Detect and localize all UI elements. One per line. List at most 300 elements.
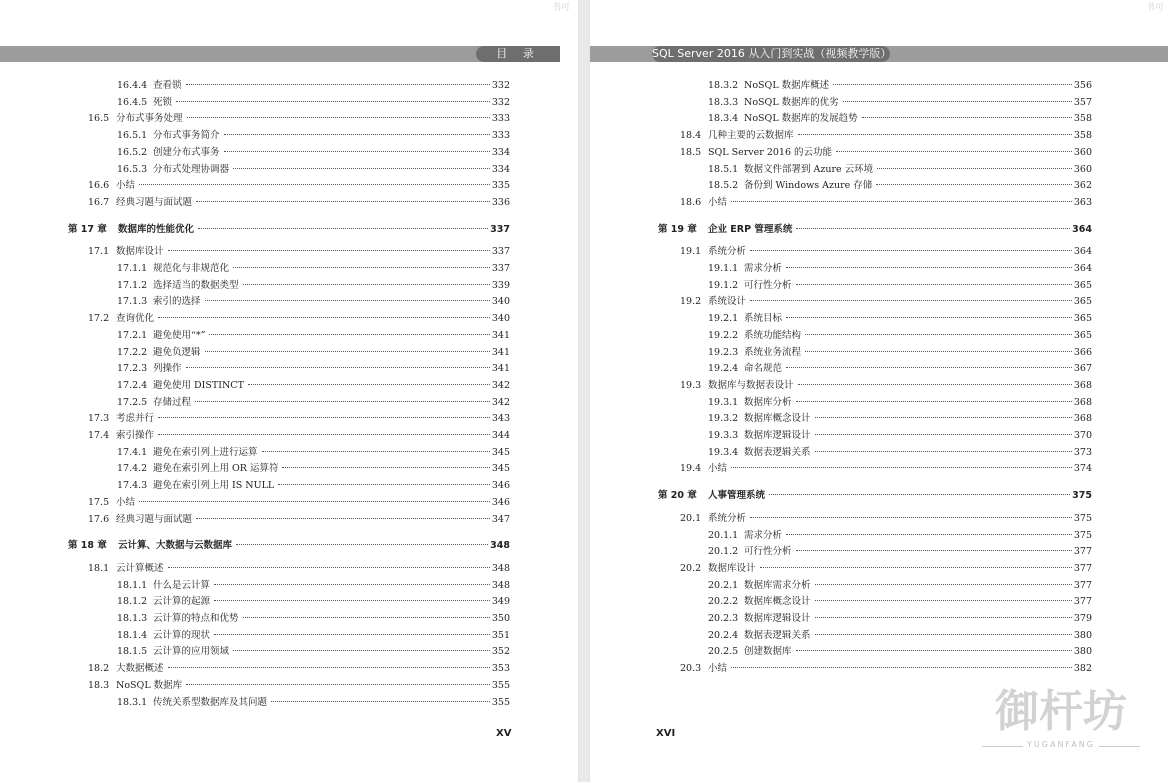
toc-entry-number: 19.2 [680,296,702,308]
toc-subsection-row [708,428,1092,444]
toc-entry-page: 348 [491,562,510,574]
toc-entry-number: 20.1.1 [708,529,739,541]
toc-entry-number: 17.2.5 [117,396,148,408]
toc-entry-title: NoSQL 数据库 [116,679,183,691]
toc-entry-number: 18.1.5 [117,646,148,658]
toc-dot-leader [158,417,490,418]
toc-entry-title: 大数据概述 [116,663,164,675]
toc-entry-title: 可行性分析 [744,279,792,291]
toc-dot-leader [168,567,490,568]
toc-section-row [88,311,510,327]
toc-dot-leader [798,134,1072,135]
toc-dot-leader [786,534,1072,535]
toc-section-row [88,111,510,127]
toc-entry-page: 339 [491,279,510,291]
toc-entry-title: 数据库分析 [744,396,792,408]
toc-chapter-row [658,222,1092,238]
toc-entry-page: 368 [1073,396,1092,408]
toc-entry-title: 数据文件部署到 Azure 云环境 [744,163,874,175]
toc-section-row [680,145,1092,161]
toc-entry-page: 335 [491,180,510,192]
toc-entry-page: 377 [1073,546,1092,558]
toc-entry-page: 332 [491,96,510,108]
toc-dot-leader [158,317,490,318]
toc-entry-page: 346 [491,480,510,492]
toc-entry-number: 19.3 [680,379,702,391]
toc-entry-number: 18.3.3 [708,96,739,108]
toc-dot-leader [796,401,1072,402]
toc-entry-number: 17.2.1 [117,329,148,341]
toc-dot-leader [750,300,1072,301]
toc-subsection-row [117,261,510,277]
toc-entry-page: 341 [491,329,510,341]
toc-entry-number: 16.7 [88,196,110,208]
toc-entry-number: 18.1.4 [117,629,148,641]
toc-entry-page: 364 [1073,246,1092,258]
toc-subsection-row [708,95,1092,111]
page-number: XVI [656,728,676,739]
toc-dot-leader [796,284,1072,285]
toc-entry-number: 19.2.3 [708,346,739,358]
toc-dot-leader [248,384,490,385]
toc-entry-title: 规范化与非规范化 [153,263,230,274]
toc-dot-leader [815,451,1072,452]
toc-dot-leader [224,134,490,135]
toc-subsection-row [708,111,1092,127]
toc-dot-leader [815,584,1072,585]
toc-entry-title: 避免使用 DISTINCT [153,379,244,391]
toc-entry-page: 358 [1073,130,1092,142]
toc-entry-number: 19.2.4 [708,363,739,375]
toc-entry-page: 343 [491,413,510,425]
toc-subsection-row [708,261,1092,277]
watermark-brand-glyphs [982,680,1140,740]
toc-subsection-row [708,644,1092,660]
toc-dot-leader [862,117,1072,118]
toc-entry-title: 死锁 [153,96,173,108]
toc-entry-title: 云计算的特点和优势 [153,613,239,624]
toc-entry-page: 365 [1073,329,1092,341]
toc-dot-leader [214,584,490,585]
toc-entry-number: 17.3 [88,413,110,425]
watermark-brand-en: YUGANFANG [1023,740,1099,749]
toc-entry-number: 17.6 [88,513,110,525]
toc-entry-title: 数据库需求分析 [744,579,811,591]
toc-entry-page: 349 [491,596,510,608]
toc-entry-title: 小结 [116,180,136,192]
toc-dot-leader [186,367,490,368]
toc-entry-page: 368 [1073,379,1092,391]
toc-entry-number: 17.4.1 [117,446,148,458]
toc-subsection-row [117,345,510,361]
toc-entry-title: 系统分析 [708,512,747,524]
toc-entry-number: 16.6 [88,180,110,192]
toc-entry-page: 368 [1073,413,1092,425]
toc-entry-number: 17.2.2 [117,346,148,358]
toc-dot-leader [833,84,1072,85]
toc-entry-number: 17.1.3 [117,296,148,308]
toc-dot-leader [139,184,490,185]
toc-entry-page: 355 [491,696,510,708]
toc-entry-page: 377 [1073,579,1092,591]
toc-entry-page: 360 [1073,146,1092,158]
toc-entry-page: 342 [491,379,510,391]
toc-entry-title: 分布式事务简介 [153,130,220,142]
toc-entry-page: 345 [491,446,510,458]
toc-subsection-row [117,378,510,394]
toc-entry-title: 云计算概述 [116,562,164,574]
toc-entry-title: 创建数据库 [744,646,792,658]
toc-dot-leader [786,367,1072,368]
toc-entry-title: 避免在索引列上用 OR 运算符 [153,463,279,475]
toc-dot-leader [176,101,490,102]
toc-dot-leader [196,201,490,202]
toc-entry-title: 数据库设计 [708,562,756,574]
toc-dot-leader [139,501,490,502]
toc-dot-leader [262,451,490,452]
toc-entry-page: 362 [1073,180,1092,192]
toc-dot-leader [786,317,1072,318]
toc-entry-number: 20.1.2 [708,546,739,558]
toc-entry-number: 17.2 [88,313,110,325]
toc-section-row [680,661,1092,677]
toc-entry-title: 数据库逻辑设计 [744,613,811,624]
toc-entry-title: 云计算的应用领域 [153,646,230,658]
toc-dot-leader [760,567,1072,568]
toc-entry-number: 第 20 章 [658,490,697,502]
toc-subsection-row [708,345,1092,361]
toc-entry-page: 334 [491,146,510,158]
toc-entry-number: 18.5.2 [708,180,739,192]
toc-entry-page: 350 [491,613,510,624]
toc-entry-title: 创建分布式事务 [153,146,220,158]
toc-subsection-row [117,145,510,161]
toc-entry-title: 存储过程 [153,396,192,408]
toc-dot-leader [205,351,490,352]
toc-entry-title: 考虑并行 [116,413,155,425]
toc-entry-number: 19.1.1 [708,263,739,274]
toc-entry-number: 19.3.2 [708,413,739,425]
toc-dot-leader [196,518,490,519]
toc-entry-title: 系统目标 [744,313,783,325]
toc-dot-leader [805,334,1072,335]
toc-entry-page: 336 [491,196,510,208]
toc-subsection-row [708,278,1092,294]
toc-entry-title: 数据库概念设计 [744,413,811,425]
toc-entry-title: 经典习题与面试题 [116,196,193,208]
toc-entry-title: 数据表逻辑关系 [744,446,811,458]
toc-subsection-row [117,361,510,377]
toc-entry-title: 云计算的现状 [153,629,211,641]
toc-subsection-row [708,611,1092,627]
toc-entry-number: 17.4.2 [117,463,148,475]
toc-dot-leader [750,517,1072,518]
toc-entry-page: 366 [1073,346,1092,358]
toc-entry-title: 分布式事务处理 [116,113,183,125]
toc-entry-page: 340 [491,313,510,325]
toc-dot-leader [731,201,1072,202]
toc-dot-leader [205,300,490,301]
toc-dot-leader [836,151,1072,152]
toc-dot-leader [282,467,489,468]
toc-entry-number: 17.2.3 [117,363,148,375]
toc-dot-leader [796,550,1072,551]
toc-subsection-row [708,361,1092,377]
toc-entry-number: 17.1.1 [117,263,148,274]
toc-dot-leader [233,267,490,268]
toc-entry-title: 系统功能结构 [744,329,802,341]
toc-entry-number: 16.5.3 [117,163,148,175]
toc-subsection-row [117,162,510,178]
toc-subsection-row [708,528,1092,544]
toc-entry-title: 分布式处理协调器 [153,163,230,175]
toc-entry-page: 347 [491,513,510,525]
toc-subsection-row [117,644,510,660]
toc-section-row [88,561,510,577]
toc-entry-number: 20.2.3 [708,613,739,624]
toc-entry-page: 380 [1073,646,1092,658]
toc-section-row [88,512,510,528]
toc-dot-leader [224,151,490,152]
toc-entry-page: 363 [1073,196,1092,208]
toc-entry-page: 374 [1073,463,1092,475]
toc-entry-page: 365 [1073,313,1092,325]
toc-entry-number: 18.5.1 [708,163,739,175]
toc-entry-number: 17.5 [88,496,110,508]
toc-entry-title: SQL Server 2016 的云功能 [708,146,833,158]
toc-entry-number: 17.4.3 [117,480,148,492]
toc-subsection-row [117,695,510,711]
toc-section-row [88,428,510,444]
toc-entry-page: 337 [491,263,510,274]
toc-dot-leader [796,228,1070,229]
toc-entry-number: 19.1.2 [708,279,739,291]
toc-section-row [88,661,510,677]
toc-entry-number: 18.1.3 [117,613,148,624]
toc-dot-leader [186,684,490,685]
toc-entry-title: 索引操作 [116,430,155,441]
toc-entry-number: 18.1.2 [117,596,148,608]
toc-entry-number: 18.3.2 [708,80,739,91]
toc-entry-title: 小结 [116,496,136,508]
toc-entry-number: 第 17 章 [68,223,107,235]
toc-entry-number: 20.2.5 [708,646,739,658]
toc-subsection-row [117,578,510,594]
toc-dot-leader [186,84,490,85]
toc-subsection-row [117,78,510,94]
toc-entry-number: 19.2.1 [708,313,739,325]
toc-entry-page: 380 [1073,629,1092,641]
toc-entry-page: 341 [491,346,510,358]
toc-subsection-row [117,328,510,344]
toc-entry-number: 20.2.2 [708,596,739,608]
toc-dot-leader [798,384,1072,385]
toc-subsection-row [708,162,1092,178]
toc-entry-page: 364 [1072,223,1092,235]
toc-entry-title: 数据表逻辑关系 [744,629,811,641]
toc-dot-leader [209,334,489,335]
toc-subsection-row [117,628,510,644]
toc-entry-title: 云计算的起源 [153,596,211,608]
toc-entry-page: 360 [1073,163,1092,175]
toc-entry-page: 364 [1073,263,1092,274]
toc-entry-page: 375 [1072,490,1092,502]
toc-dot-leader [195,401,490,402]
page-header-bar [0,46,560,62]
corner-mark: 书可 [1146,3,1165,13]
toc-entry-number: 16.4.5 [117,96,148,108]
toc-entry-title: 数据库概念设计 [744,596,811,608]
watermark-brand-cn: 御杆坊 [995,686,1127,737]
toc-dot-leader [769,494,1070,495]
toc-chapter-row [68,538,510,554]
toc-section-row [680,378,1092,394]
toc-entry-title: 列操作 [153,363,182,375]
toc-entry-title: 避免负逻辑 [153,346,201,358]
toc-entry-title: 避免在索引列上用 IS NULL [153,480,275,492]
toc-entry-number: 19.3.4 [708,446,739,458]
toc-entry-title: 小结 [708,196,728,208]
toc-entry-number: 17.4 [88,430,110,441]
left-page [0,0,578,782]
toc-section-row [88,678,510,694]
toc-entry-title: 数据库设计 [116,246,164,258]
toc-entry-page: 332 [491,80,510,91]
toc-entry-page: 333 [491,113,510,125]
toc-section-row [680,461,1092,477]
toc-entry-title: 系统分析 [708,246,747,258]
toc-dot-leader [815,434,1072,435]
toc-dot-leader [236,544,488,545]
toc-entry-page: 334 [491,163,510,175]
toc-subsection-row [117,95,510,111]
toc-subsection-row [708,628,1092,644]
toc-dot-leader [168,667,490,668]
toc-entry-number: 18.3.4 [708,113,739,125]
toc-dot-leader [198,228,488,229]
toc-entry-number: 19.3.3 [708,430,739,441]
toc-entry-title: 数据库与数据表设计 [708,379,794,391]
toc-entry-title: 命名规范 [744,363,783,375]
toc-section-row [680,128,1092,144]
toc-entry-page: 356 [1073,80,1092,91]
toc-section-row [680,511,1092,527]
toc-entry-title: 经典习题与面试题 [116,513,193,525]
toc-dot-leader [815,617,1072,618]
page-header-bar [590,46,1168,62]
toc-dot-leader [786,267,1072,268]
toc-subsection-row [708,178,1092,194]
toc-subsection-row [708,78,1092,94]
toc-dot-leader [271,701,490,702]
toc-entry-page: 365 [1073,279,1092,291]
toc-entry-page: 344 [491,430,510,441]
corner-mark: 书可 [552,3,571,13]
toc-entry-page: 337 [490,223,510,235]
watermark-logo [982,680,1140,752]
toc-entry-number: 18.6 [680,196,702,208]
toc-entry-number: 第 18 章 [68,540,107,552]
toc-entry-page: 358 [1073,113,1092,125]
toc-dot-leader [731,467,1072,468]
toc-entry-number: 20.3 [680,663,702,675]
toc-dot-leader [731,667,1072,668]
toc-entry-title: 人事管理系统 [708,490,766,502]
right-page [590,0,1168,782]
toc-entry-number: 19.3.1 [708,396,739,408]
toc-entry-title: 传统关系型数据库及其问题 [153,696,268,708]
toc-subsection-row [117,278,510,294]
toc-dot-leader [877,168,1072,169]
toc-entry-page: 341 [491,363,510,375]
toc-section-row [680,561,1092,577]
toc-dot-leader [796,650,1072,651]
toc-entry-number: 20.1 [680,512,702,524]
toc-entry-number: 18.5 [680,146,702,158]
toc-entry-title: 数据库逻辑设计 [744,430,811,441]
toc-section-row [680,244,1092,260]
toc-entry-number: 19.2.2 [708,329,739,341]
toc-entry-title: 小结 [708,663,728,675]
toc-entry-title: 几种主要的云数据库 [708,130,794,142]
toc-entry-number: 18.3.1 [117,696,148,708]
toc-chapter-row [658,488,1092,504]
toc-entry-page: 351 [491,629,510,641]
toc-entry-page: 355 [491,679,510,691]
toc-entry-page: 346 [491,496,510,508]
toc-entry-number: 16.5.1 [117,130,148,142]
toc-subsection-row [117,478,510,494]
toc-entry-title: 小结 [708,463,728,475]
toc-entry-number: 18.2 [88,663,110,675]
toc-dot-leader [243,284,490,285]
toc-entry-title: 备份到 Windows Azure 存储 [744,180,873,192]
toc-entry-title: 什么是云计算 [153,579,211,591]
toc-subsection-row [117,395,510,411]
toc-subsection-row [117,461,510,477]
toc-subsection-row [117,294,510,310]
toc-entry-title: 云计算、大数据与云数据库 [118,540,233,552]
page-header-title: 目 录 [476,46,560,62]
toc-subsection-row [117,445,510,461]
toc-entry-title: 查询优化 [116,313,155,325]
toc-entry-page: 382 [1073,663,1092,675]
toc-entry-title: 企业 ERP 管理系统 [708,223,793,235]
toc-subsection-row [708,544,1092,560]
toc-entry-number: 20.2.1 [708,579,739,591]
toc-section-row [88,411,510,427]
toc-entry-number: 16.5.2 [117,146,148,158]
toc-dot-leader [815,417,1072,418]
toc-dot-leader [158,434,490,435]
toc-entry-title: 数据库的性能优化 [118,223,195,235]
toc-entry-page: 348 [490,540,510,552]
toc-subsection-row [708,578,1092,594]
page-header-title: SQL Server 2016 从入门到实战（视频教学版） [652,47,892,60]
toc-section-row [680,195,1092,211]
toc-section-row [88,244,510,260]
toc-entry-page: 375 [1073,529,1092,541]
toc-entry-page: 377 [1073,596,1092,608]
toc-subsection-row [708,395,1092,411]
toc-entry-number: 17.2.4 [117,379,148,391]
toc-entry-page: 348 [491,579,510,591]
toc-entry-number: 19.4 [680,463,702,475]
toc-section-row [680,294,1092,310]
toc-dot-leader [233,168,490,169]
toc-entry-page: 342 [491,396,510,408]
toc-entry-title: 索引的选择 [153,296,201,308]
